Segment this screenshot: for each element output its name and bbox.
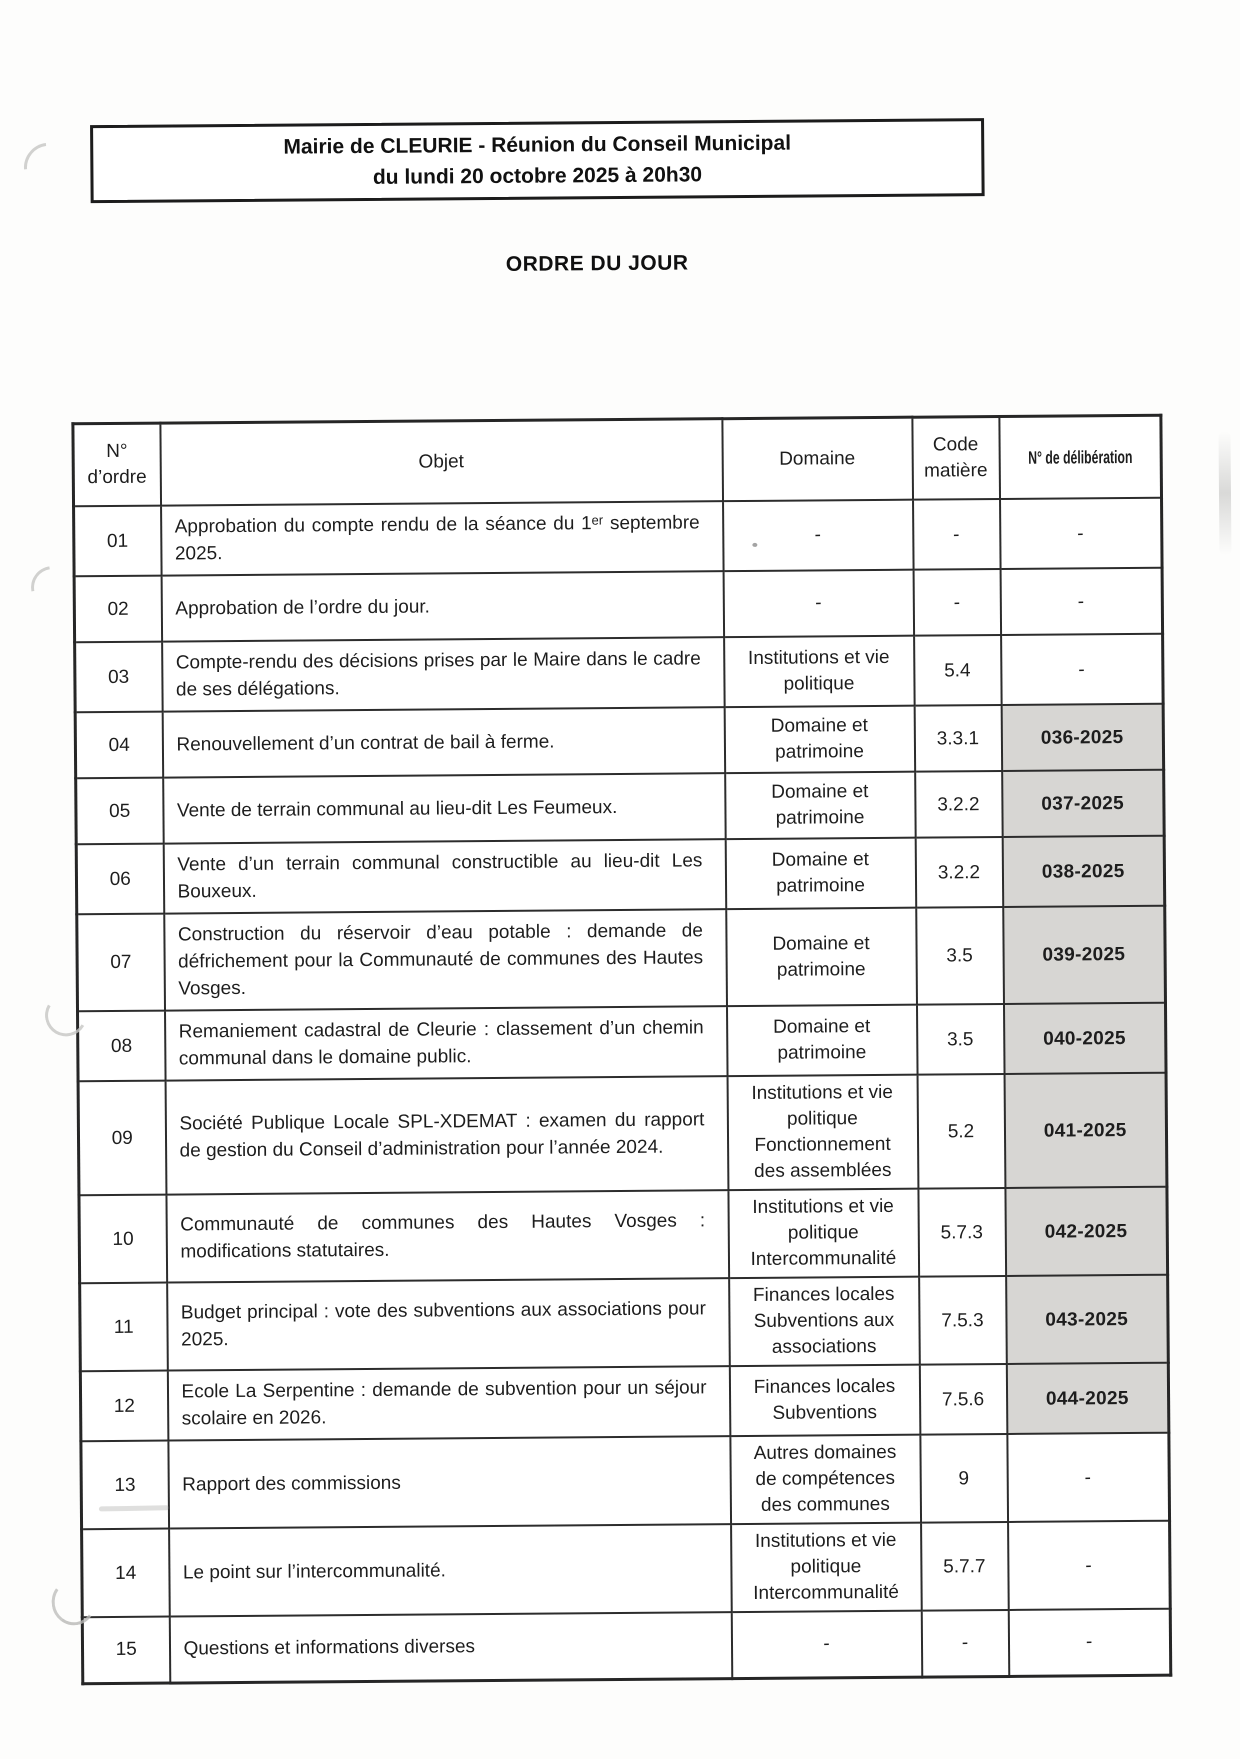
objet-cell: Société Publique Locale SPL-XDEMAT : examen du rapport de gestion du Conseil d’administration pour l’année 2024. xyxy=(165,1076,728,1194)
domaine-cell: Finances locales Subventions aux associations xyxy=(729,1277,920,1366)
domaine-cell: - xyxy=(731,1611,922,1678)
header-deliberation-label: N° de délibération xyxy=(1027,446,1133,468)
header-domaine: Domaine xyxy=(722,417,913,501)
objet-cell: Ecole La Serpentine : demande de subvention pour un séjour scolaire en 2026. xyxy=(167,1366,730,1440)
order-number-cell: 13 xyxy=(81,1441,169,1530)
code-matiere-cell: 3.3.1 xyxy=(914,705,1002,772)
deliberation-cell: 041-2025 xyxy=(1004,1073,1167,1188)
table-row xyxy=(75,634,1164,713)
domaine-cell: Institutions et vie politique xyxy=(724,636,915,707)
code-matiere-cell: - xyxy=(913,499,1001,570)
code-matiere-cell: 9 xyxy=(920,1434,1008,1523)
table-row xyxy=(75,704,1163,779)
agenda-table-header xyxy=(73,415,1162,506)
code-matiere-cell: 7.5.6 xyxy=(919,1364,1007,1435)
domaine-cell: Domaine et patrimoine xyxy=(725,772,916,839)
deliberation-cell: 040-2025 xyxy=(1003,1003,1166,1074)
scan-artifact-right-smudge xyxy=(1218,431,1231,555)
table-row xyxy=(78,1073,1167,1196)
order-number-cell: 08 xyxy=(78,1011,166,1082)
domaine-cell: Domaine et patrimoine xyxy=(724,706,915,773)
header-deliberation xyxy=(999,415,1162,499)
objet-cell: Renouvellement d’un contrat de bail à ferme. xyxy=(162,707,725,777)
table-row xyxy=(82,1521,1171,1618)
code-matiere-cell: - xyxy=(913,569,1001,636)
objet-cell: Rapport des commissions xyxy=(168,1436,731,1528)
agenda-table xyxy=(71,414,1172,1685)
table-row xyxy=(80,1275,1169,1372)
code-matiere-cell: 5.4 xyxy=(914,635,1002,706)
order-number-cell: 10 xyxy=(79,1195,167,1284)
order-number-cell: 04 xyxy=(75,712,163,779)
deliberation-cell: 036-2025 xyxy=(1001,704,1164,771)
code-matiere-cell: 7.5.3 xyxy=(919,1276,1007,1365)
deliberation-cell: 037-2025 xyxy=(1002,770,1165,837)
domaine-cell: Domaine et patrimoine xyxy=(726,1005,917,1076)
order-number-cell: 03 xyxy=(75,642,163,713)
deliberation-cell: - xyxy=(1000,498,1163,569)
domaine-cell: Autres domaines de compétences des communes xyxy=(730,1435,921,1524)
table-row xyxy=(79,1187,1168,1284)
table-row xyxy=(77,906,1166,1012)
domaine-cell: - xyxy=(723,570,914,637)
order-number-cell: 14 xyxy=(82,1529,170,1618)
objet-cell: Vente d’un terrain communal constructible au lieu-dit Les Bouxeux. xyxy=(163,839,726,913)
order-number-cell: 07 xyxy=(77,914,165,1012)
domaine-cell: - xyxy=(723,500,914,571)
order-number-cell: 02 xyxy=(74,576,162,643)
order-number-cell: 01 xyxy=(74,506,162,577)
order-number-cell: 12 xyxy=(80,1371,168,1442)
objet-cell: Communauté de communes des Hautes Vosges : modifications statutaires. xyxy=(166,1190,729,1282)
table-row xyxy=(80,1363,1169,1442)
order-number-cell: 11 xyxy=(80,1283,168,1372)
deliberation-cell: 042-2025 xyxy=(1005,1187,1168,1276)
domaine-cell: Finances locales Subventions xyxy=(729,1365,920,1436)
objet-cell: Construction du réservoir d’eau potable : demande de défrichement pour la Communauté de communes des Hautes Vosges. xyxy=(164,909,727,1010)
deliberation-cell: 044-2025 xyxy=(1006,1363,1169,1434)
code-matiere-cell: 5.7.7 xyxy=(921,1522,1009,1611)
objet-cell: Questions et informations diverses xyxy=(169,1612,732,1682)
table-row xyxy=(76,836,1165,915)
deliberation-cell: - xyxy=(1001,634,1164,705)
order-number-cell: 09 xyxy=(78,1081,166,1196)
scan-artifact-curl-top xyxy=(14,133,80,199)
table-row xyxy=(74,568,1162,643)
deliberation-cell: - xyxy=(1008,1609,1171,1676)
table-row xyxy=(82,1609,1170,1684)
deliberation-cell: 043-2025 xyxy=(1006,1275,1169,1364)
domaine-cell: Institutions et vie politique Fonctionnement des assemblées xyxy=(727,1075,918,1190)
meeting-title-line1: Mairie de CLEURIE - Réunion du Conseil Municipal xyxy=(283,131,792,159)
header-code-matiere: Code matière xyxy=(912,417,1000,500)
objet-cell: Vente de terrain communal au lieu-dit Les Feumeux. xyxy=(163,773,726,843)
agenda-table-body xyxy=(74,498,1171,1684)
table-row xyxy=(76,770,1164,845)
code-matiere-cell: - xyxy=(921,1610,1009,1677)
order-number-cell: 05 xyxy=(76,778,164,845)
table-row xyxy=(81,1433,1170,1530)
objet-cell: Remaniement cadastral de Cleurie : classement d’un chemin communal dans le domaine public. xyxy=(165,1006,728,1080)
domaine-cell: Domaine et patrimoine xyxy=(726,908,917,1006)
code-matiere-cell: 3.5 xyxy=(916,907,1004,1005)
section-heading: ORDRE DU JOUR xyxy=(505,251,689,276)
objet-cell: Le point sur l’intercommunalité. xyxy=(169,1524,732,1616)
header-order-number: N° d’ordre xyxy=(73,423,161,506)
deliberation-cell: - xyxy=(1007,1433,1170,1522)
deliberation-cell: - xyxy=(1008,1521,1171,1610)
code-matiere-cell: 5.7.3 xyxy=(918,1188,1006,1277)
deliberation-cell: - xyxy=(1000,568,1163,635)
table-row xyxy=(78,1003,1167,1082)
objet-cell: Approbation du compte rendu de la séance du 1ᵉʳ septembre 2025. xyxy=(161,501,724,575)
domaine-cell: Institutions et vie politique Intercommunalité xyxy=(728,1189,919,1278)
order-number-cell: 15 xyxy=(82,1617,170,1684)
objet-cell: Compte-rendu des décisions prises par le Maire dans le cadre de ses délégations. xyxy=(162,637,725,711)
domaine-cell: Domaine et patrimoine xyxy=(725,838,916,909)
order-number-cell: 06 xyxy=(76,844,164,915)
deliberation-cell: 039-2025 xyxy=(1003,906,1166,1004)
meeting-title-line2: du lundi 20 octobre 2025 à 20h30 xyxy=(372,163,703,189)
code-matiere-cell: 3.5 xyxy=(916,1004,1004,1075)
deliberation-cell: 038-2025 xyxy=(1002,836,1165,907)
code-matiere-cell: 5.2 xyxy=(917,1074,1005,1189)
objet-cell: Budget principal : vote des subventions aux associations pour 2025. xyxy=(167,1278,730,1370)
objet-cell: Approbation de l’ordre du jour. xyxy=(161,571,724,641)
code-matiere-cell: 3.2.2 xyxy=(915,771,1003,838)
code-matiere-cell: 3.2.2 xyxy=(915,837,1003,908)
header-row xyxy=(73,415,1162,506)
header-objet: Objet xyxy=(160,419,723,506)
table-row xyxy=(74,498,1163,577)
domaine-cell: Institutions et vie politique Intercommunalité xyxy=(731,1523,922,1612)
meeting-title-box xyxy=(90,118,985,203)
